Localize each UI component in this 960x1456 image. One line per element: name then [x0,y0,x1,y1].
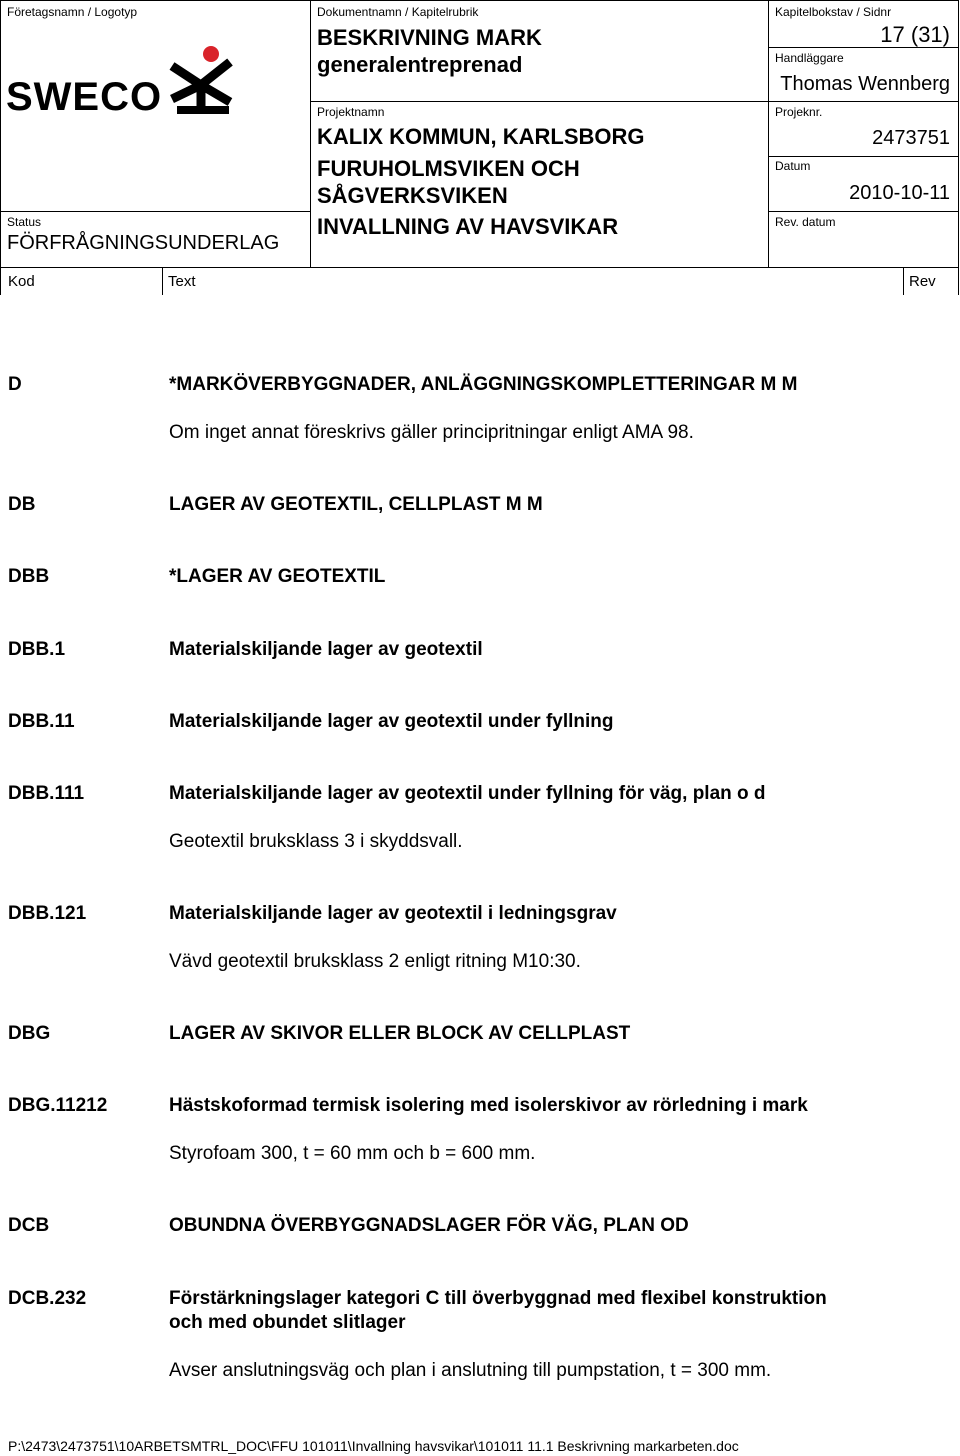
status-label: Status [7,215,42,229]
entry-code: DBB.121 [8,903,87,924]
entry-heading: Förstärkningslager kategori C till överbyggnad med flexibel konstruktion [169,1288,827,1309]
entry-heading: Materialskiljande lager av geotextil [169,639,483,660]
company-label: Företagsnamn / Logotyp [7,5,138,19]
header-top-border [0,0,958,1]
header-right-border [958,0,959,268]
sweco-logo-wordmark: SWECO [6,75,163,116]
entry-code: DBG [8,1023,51,1044]
column-rev: Rev [909,273,936,290]
entry-heading: Hästskoformad termisk isolering med isolerskivor av rörledning i mark [169,1095,808,1116]
column-kod: Kod [8,273,35,290]
page-number: 17 (31) [880,22,950,47]
colhead-left-border [0,267,1,295]
entry-code: DCB.232 [8,1288,87,1309]
entry-code: DBB.111 [8,783,85,804]
header-rule-project [310,101,959,102]
entry-code: DBB.1 [8,639,66,660]
header-divider-1 [310,0,311,268]
header-rule-date [768,156,959,157]
doc-label: Dokumentnamn / Kapitelrubrik [317,5,479,19]
project-line-3: SÅGVERKSVIKEN [317,183,508,208]
doc-title-1: BESKRIVNING MARK [317,25,542,50]
column-text: Text [168,273,196,290]
sweco-logo [6,44,246,116]
entry-code: DB [8,494,36,515]
entry-heading: LAGER AV GEOTEXTIL, CELLPLAST M M [169,494,543,515]
entry-heading: OBUNDNA ÖVERBYGGNADSLAGER FÖR VÄG, PLAN OD [169,1215,689,1236]
header-divider-2 [768,0,769,268]
entry-heading: Materialskiljande lager av geotextil under fyllning [169,711,614,732]
status-value: FÖRFRÅGNINGSUNDERLAG [7,232,280,254]
sweco-logo-mark [6,44,246,116]
header-left-border [0,0,1,267]
handler-label: Handläggare [775,51,844,65]
entry-body: Geotextil bruksklass 3 i skyddsvall. [169,831,463,852]
entry-body: Vävd geotextil bruksklass 2 enligt ritning M10:30. [169,951,581,972]
entry-heading: *LAGER AV GEOTEXTIL [169,566,386,587]
colhead-right-border [958,267,959,295]
handler-name: Thomas Wennberg [780,73,950,95]
entry-body: Om inget annat föreskrivs gäller principritningar enligt AMA 98. [169,422,694,443]
logo-base [177,106,229,114]
header-bottom-border [0,267,959,268]
entry-heading: *MARKÖVERBYGGNADER, ANLÄGGNINGSKOMPLETTERINGAR M M [169,374,798,395]
revdate-label: Rev. datum [775,215,836,229]
entry-heading: Materialskiljande lager av geotextil under fyllning för väg, plan o d [169,783,766,804]
chapter-label: Kapitelbokstav / Sidnr [775,5,892,19]
project-line-4: INVALLNING AV HAVSVIKAR [317,214,619,239]
date-label: Datum [775,159,811,173]
entry-code: D [8,374,22,395]
project-label: Projektnamn [317,105,385,119]
entry-code: DBB.11 [8,711,75,732]
header-rule-revdate [768,211,959,212]
projno-value: 2473751 [872,127,950,149]
entry-code: DCB [8,1215,50,1236]
entry-body: Avser anslutningsväg och plan i anslutning till pumpstation, t = 300 mm. [169,1360,772,1381]
entry-heading: Materialskiljande lager av geotextil i ledningsgrav [169,903,617,924]
colhead-divider-1 [162,267,163,295]
entry-code: DBB [8,566,50,587]
colhead-divider-2 [903,267,904,295]
entry-code: DBG.11212 [8,1095,108,1116]
logo-figure [172,62,230,110]
entry-body: Styrofoam 300, t = 60 mm och b = 600 mm. [169,1143,536,1164]
projno-label: Projeknr. [775,105,823,119]
entry-heading-cont: och med obundet slitlager [169,1312,406,1333]
project-line-2: FURUHOLMSVIKEN OCH [317,156,580,181]
date-value: 2010-10-11 [849,182,950,204]
doc-title-2: generalentreprenad [317,52,523,77]
footer-file-path: P:\2473\2473751\10ARBETSMTRL_DOC\FFU 101011\Invallning havsvikar\101011 11.1 Beskrivning markarbeten.doc [8,1438,739,1454]
project-line-1: KALIX KOMMUN, KARLSBORG [317,124,645,149]
entry-heading: LAGER AV SKIVOR ELLER BLOCK AV CELLPLAST [169,1023,631,1044]
header-rule-status [0,211,310,212]
logo-dot [203,46,219,62]
